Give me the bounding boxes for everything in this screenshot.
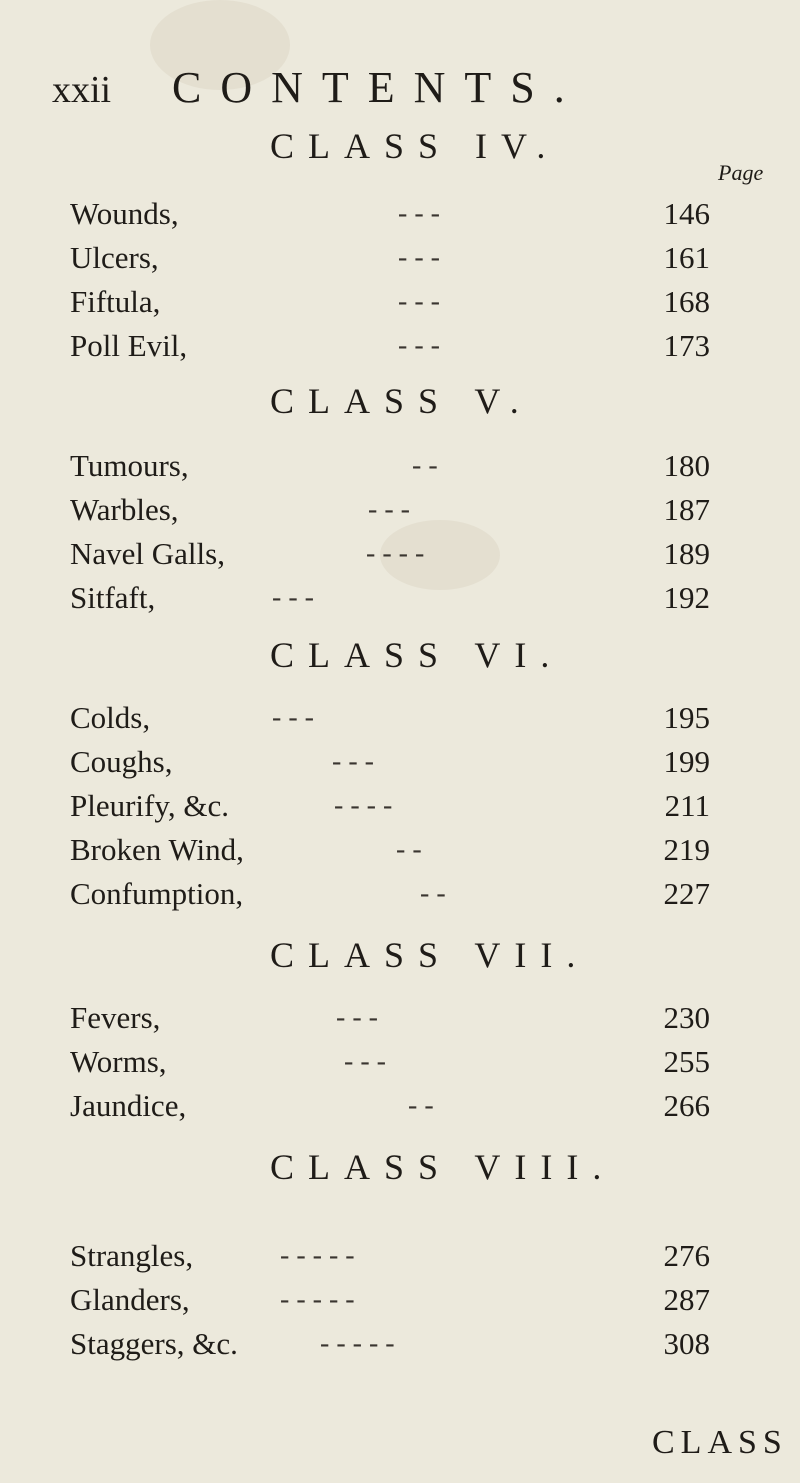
leader-dashes: - - - [398, 198, 440, 229]
leader-dashes: - - - [398, 286, 440, 317]
toc-entry-page: 308 [663, 1326, 710, 1361]
toc-entry-name: Fevers, [70, 1000, 161, 1035]
toc-entry-page: 189 [663, 536, 710, 571]
toc-entry-page: 192 [663, 580, 710, 615]
class-heading: CLASS VI. [270, 635, 564, 675]
toc-entry-name: Wounds, [70, 196, 179, 231]
toc-entry-page: 230 [663, 1000, 710, 1035]
toc-entry-name: Fiftula, [70, 284, 161, 319]
toc-entry-page: 161 [663, 240, 710, 275]
toc-entry-name: Coughs, [70, 744, 173, 779]
leader-dashes: - - - [398, 330, 440, 361]
toc-entry-name: Confumption, [70, 876, 244, 911]
toc-entry-name: Broken Wind, [70, 832, 244, 867]
toc-entry-name: Jaundice, [70, 1088, 187, 1123]
toc-entry-page: 266 [663, 1088, 710, 1123]
toc-entry-name: Tumours, [70, 448, 189, 483]
toc-entry-page: 227 [663, 876, 710, 911]
toc-entry-name: Glanders, [70, 1282, 190, 1317]
leader-dashes: - - [420, 878, 446, 909]
toc-entry-page: 187 [663, 492, 710, 527]
toc-entry-name: Poll Evil, [70, 328, 188, 363]
toc-entry-page: 173 [663, 328, 710, 363]
class-heading: CLASS IV. [270, 126, 560, 166]
running-title: CONTENTS. [172, 63, 584, 112]
leader-dashes: - - - [272, 702, 314, 733]
class-heading: CLASS VIII. [270, 1147, 616, 1187]
leader-dashes: - - [396, 834, 422, 865]
page-number: xxii [52, 69, 112, 111]
catchword: CLASS [652, 1424, 788, 1461]
toc-entry-page: 219 [663, 832, 710, 867]
leader-dashes: - - - - - [320, 1328, 395, 1359]
toc-entry-page: 146 [663, 196, 710, 231]
leader-dashes: - - - - - [280, 1240, 355, 1271]
toc-entry-page: 168 [663, 284, 710, 319]
leader-dashes: - - - [398, 242, 440, 273]
toc-entry-page: 211 [664, 788, 710, 823]
toc-entry-page: 287 [663, 1282, 710, 1317]
toc-entry-page: 195 [663, 700, 710, 735]
leader-dashes: - - - [368, 494, 410, 525]
leader-dashes: - - - - [334, 790, 393, 821]
leader-dashes: - - - - [366, 538, 425, 569]
toc-entry-name: Sitfaft, [70, 580, 156, 615]
toc-entry-name: Colds, [70, 700, 151, 735]
class-heading: CLASS V. [270, 381, 533, 421]
toc-entry-name: Worms, [70, 1044, 167, 1079]
leader-dashes: - - - [336, 1002, 378, 1033]
toc-entry-name: Navel Galls, [70, 536, 225, 571]
toc-entry-name: Warbles, [70, 492, 179, 527]
leader-dashes: - - - [332, 746, 374, 777]
class-heading: CLASS VII. [270, 935, 590, 975]
toc-entry-name: Ulcers, [70, 240, 159, 275]
toc-entry-page: 276 [663, 1238, 710, 1273]
leader-dashes: - - [408, 1090, 434, 1121]
leader-dashes: - - - [344, 1046, 386, 1077]
leader-dashes: - - - [272, 582, 314, 613]
toc-entry-name: Staggers, &c. [70, 1326, 238, 1361]
toc-entry-page: 255 [663, 1044, 710, 1079]
toc-entry-page: 180 [663, 448, 710, 483]
toc-entry-name: Strangles, [70, 1238, 194, 1273]
leader-dashes: - - - - - [280, 1284, 355, 1315]
toc-entry-page: 199 [663, 744, 710, 779]
leader-dashes: - - [412, 450, 438, 481]
page-column-label: Page [718, 160, 764, 185]
toc-entry-name: Pleurify, &c. [70, 788, 229, 823]
